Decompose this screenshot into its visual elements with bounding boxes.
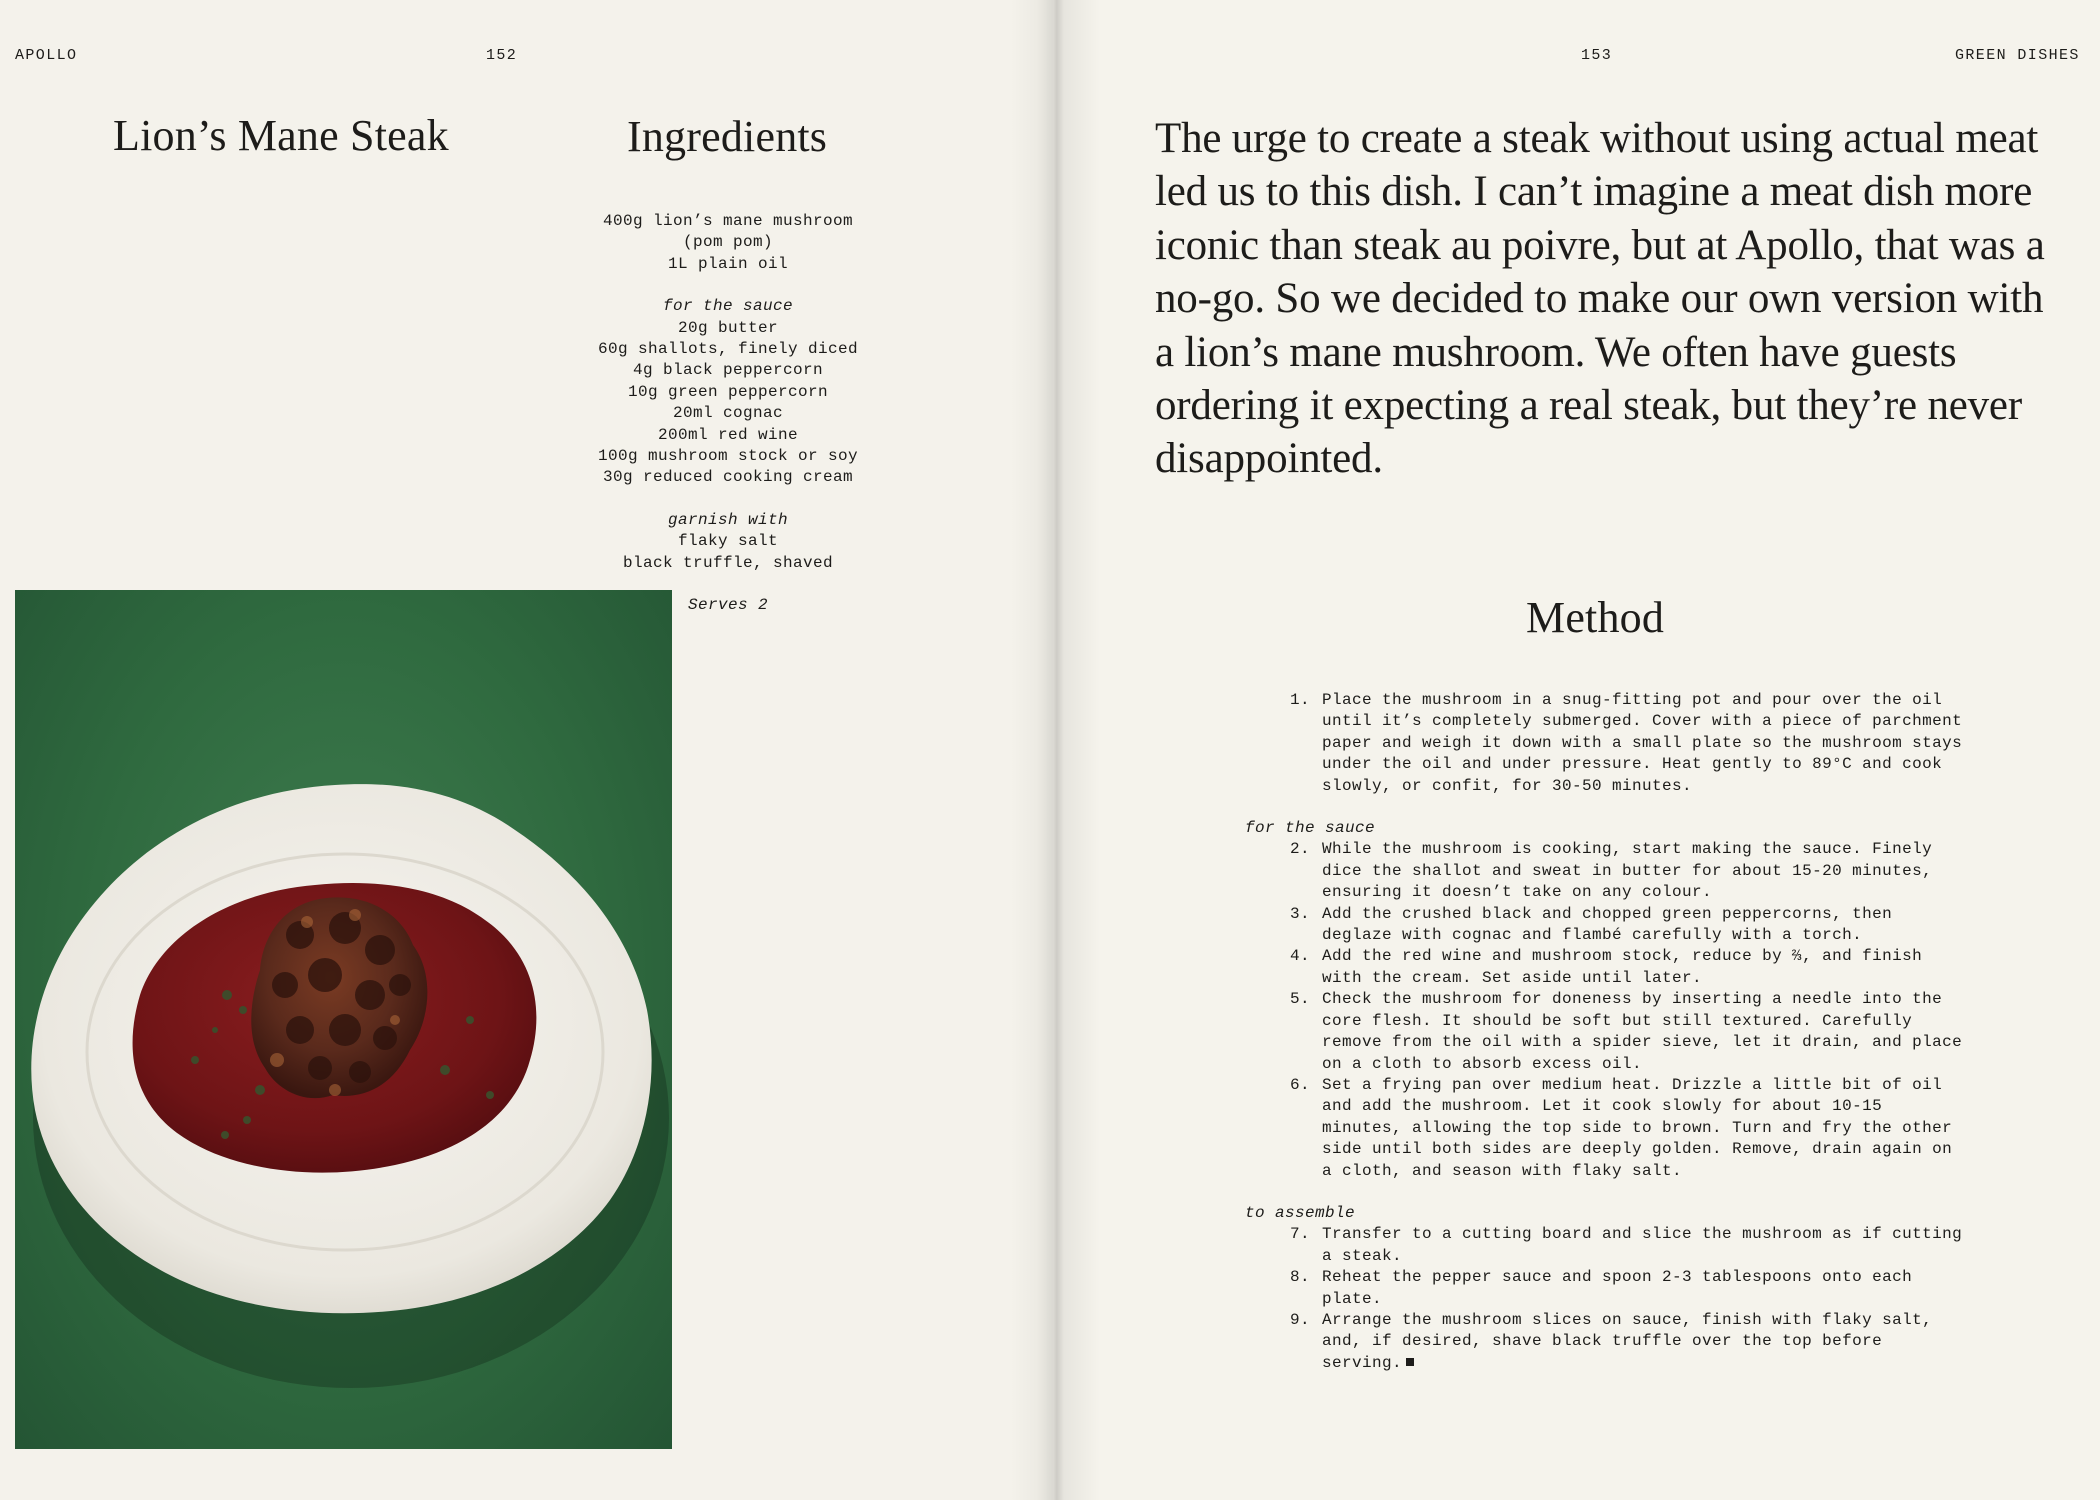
step-text: Transfer to a cutting board and slice the mushroom as if cutting a steak. bbox=[1322, 1225, 1963, 1265]
intro-paragraph: The urge to create a steak without using actual meat led us to this dish. I can’t imagine a meat dish more iconic than steak au poivre, but at Apollo, that was a no-go. So we decided to make our own version with a lion’s mane mushroom. We often have guests ordering it expecting a real steak, but they’re never disappointed. bbox=[1155, 115, 2045, 483]
step-number: 4. bbox=[1289, 947, 1310, 966]
left-page bbox=[0, 0, 1047, 1500]
ingredients-heading: Ingredients bbox=[627, 112, 828, 161]
method-step bbox=[1245, 1267, 1965, 1310]
sauce-subhead: for the sauce bbox=[1245, 819, 1376, 838]
recipe-title: Lion’s Mane Steak bbox=[113, 111, 449, 160]
assemble-subhead: to assemble bbox=[1245, 1203, 1356, 1222]
step-text-content: Arrange the mushroom slices on sauce, finish with flaky salt, and, if desired, shave black truffle over the top before serving. bbox=[1322, 1310, 1933, 1372]
step-text: Add the crushed black and chopped green peppercorns, then deglaze with cognac and flambé carefully with a torch. bbox=[1322, 904, 1893, 945]
ingredient-item: flaky salt bbox=[677, 532, 778, 551]
step-text: Place the mushroom in a snug-fitting pot and pour over the oil until it’s completely submerged. Cover with a piece of parchment paper and weigh it down with a small plate so the mushroom stays under the oil and under pressure. Heat gently to 89°C and cook slowly, or confit, for 30-50 minutes. bbox=[1322, 691, 1963, 795]
step-number: 6. bbox=[1289, 1075, 1310, 1094]
step-text: Add the red wine and mushroom stock, reduce by ⅔, and finish with the cream. Set aside until later. bbox=[1322, 947, 1923, 987]
ingredients-main-group bbox=[560, 211, 896, 275]
method-steps bbox=[1245, 690, 1965, 1374]
step-text bbox=[1322, 1310, 1965, 1374]
step-number: 3. bbox=[1289, 904, 1310, 923]
ingredients-list bbox=[560, 211, 896, 638]
sauce-label: for the sauce bbox=[662, 297, 794, 316]
step-text: Check the mushroom for doneness by inserting a needle into the core flesh. It should be soft but still textured. Carefully remove from the oil with a spider sieve, let it drain, and place on a cloth to absorb excess oil. bbox=[1322, 990, 1963, 1073]
step-number: 9. bbox=[1289, 1310, 1310, 1329]
running-header-left: APOLLO bbox=[15, 47, 78, 64]
running-header-right: GREEN DISHES bbox=[1955, 47, 2080, 64]
method-step bbox=[1245, 904, 1965, 947]
ingredient-item: 4g black peppercorn bbox=[632, 361, 824, 380]
method-step bbox=[1245, 1075, 1965, 1182]
ingredient-item: 100g mushroom stock or soy bbox=[597, 447, 859, 466]
step-number: 2. bbox=[1289, 840, 1310, 859]
ingredient-item: 1L plain oil bbox=[667, 254, 789, 273]
ingredient-item: (pom pom) bbox=[682, 233, 773, 252]
dish-photo bbox=[15, 590, 672, 1449]
ingredient-item: 60g shallots, finely diced bbox=[597, 340, 859, 359]
step-number: 5. bbox=[1289, 990, 1310, 1009]
page-number-left: 152 bbox=[486, 47, 518, 64]
ingredient-item: 10g green peppercorn bbox=[627, 382, 829, 401]
page-number-right: 153 bbox=[1581, 47, 1613, 64]
step-text: Set a frying pan over medium heat. Drizzle a little bit of oil and add the mushroom. Let it cook slowly for about 10-15 minutes, allowing the top side to brown. Turn and fry the other side until both sides are deeply golden. Remove, drain again on a cloth, and season with flaky salt. bbox=[1322, 1075, 1953, 1180]
ingredient-item: 400g lion’s mane mushroom bbox=[602, 212, 854, 230]
method-step bbox=[1245, 690, 1965, 797]
dish-illustration bbox=[15, 590, 672, 1449]
ingredient-item: 30g reduced cooking cream bbox=[602, 468, 854, 487]
method-step bbox=[1245, 839, 1965, 903]
ingredient-item: 20g butter bbox=[677, 318, 778, 337]
method-step bbox=[1245, 989, 1965, 1075]
step-text: Reheat the pepper sauce and spoon 2-3 tablespoons onto each plate. bbox=[1322, 1268, 1913, 1308]
step-number: 8. bbox=[1289, 1268, 1310, 1287]
method-step bbox=[1245, 1224, 1965, 1267]
book-gutter-shadow bbox=[1010, 0, 1100, 1500]
step-text: While the mushroom is cooking, start making the sauce. Finely dice the shallot and sweat in butter for about 15-20 minutes, ensuring it doesn’t take on any colour. bbox=[1322, 840, 1933, 902]
step-number: 7. bbox=[1289, 1225, 1310, 1244]
ingredient-item: black truffle, shaved bbox=[622, 553, 834, 572]
sauce-ingredients-group bbox=[560, 296, 896, 489]
garnish-group bbox=[560, 510, 896, 574]
step-number: 1. bbox=[1289, 691, 1310, 709]
ingredient-item: 200ml red wine bbox=[657, 425, 799, 444]
ingredient-item: 20ml cognac bbox=[672, 404, 784, 423]
method-step bbox=[1245, 1310, 1965, 1374]
method-step bbox=[1245, 946, 1965, 989]
serves-label: Serves 2 bbox=[687, 596, 768, 615]
garnish-label: garnish with bbox=[667, 510, 789, 529]
method-heading: Method bbox=[1526, 593, 1665, 642]
end-mark-icon bbox=[1406, 1358, 1414, 1366]
